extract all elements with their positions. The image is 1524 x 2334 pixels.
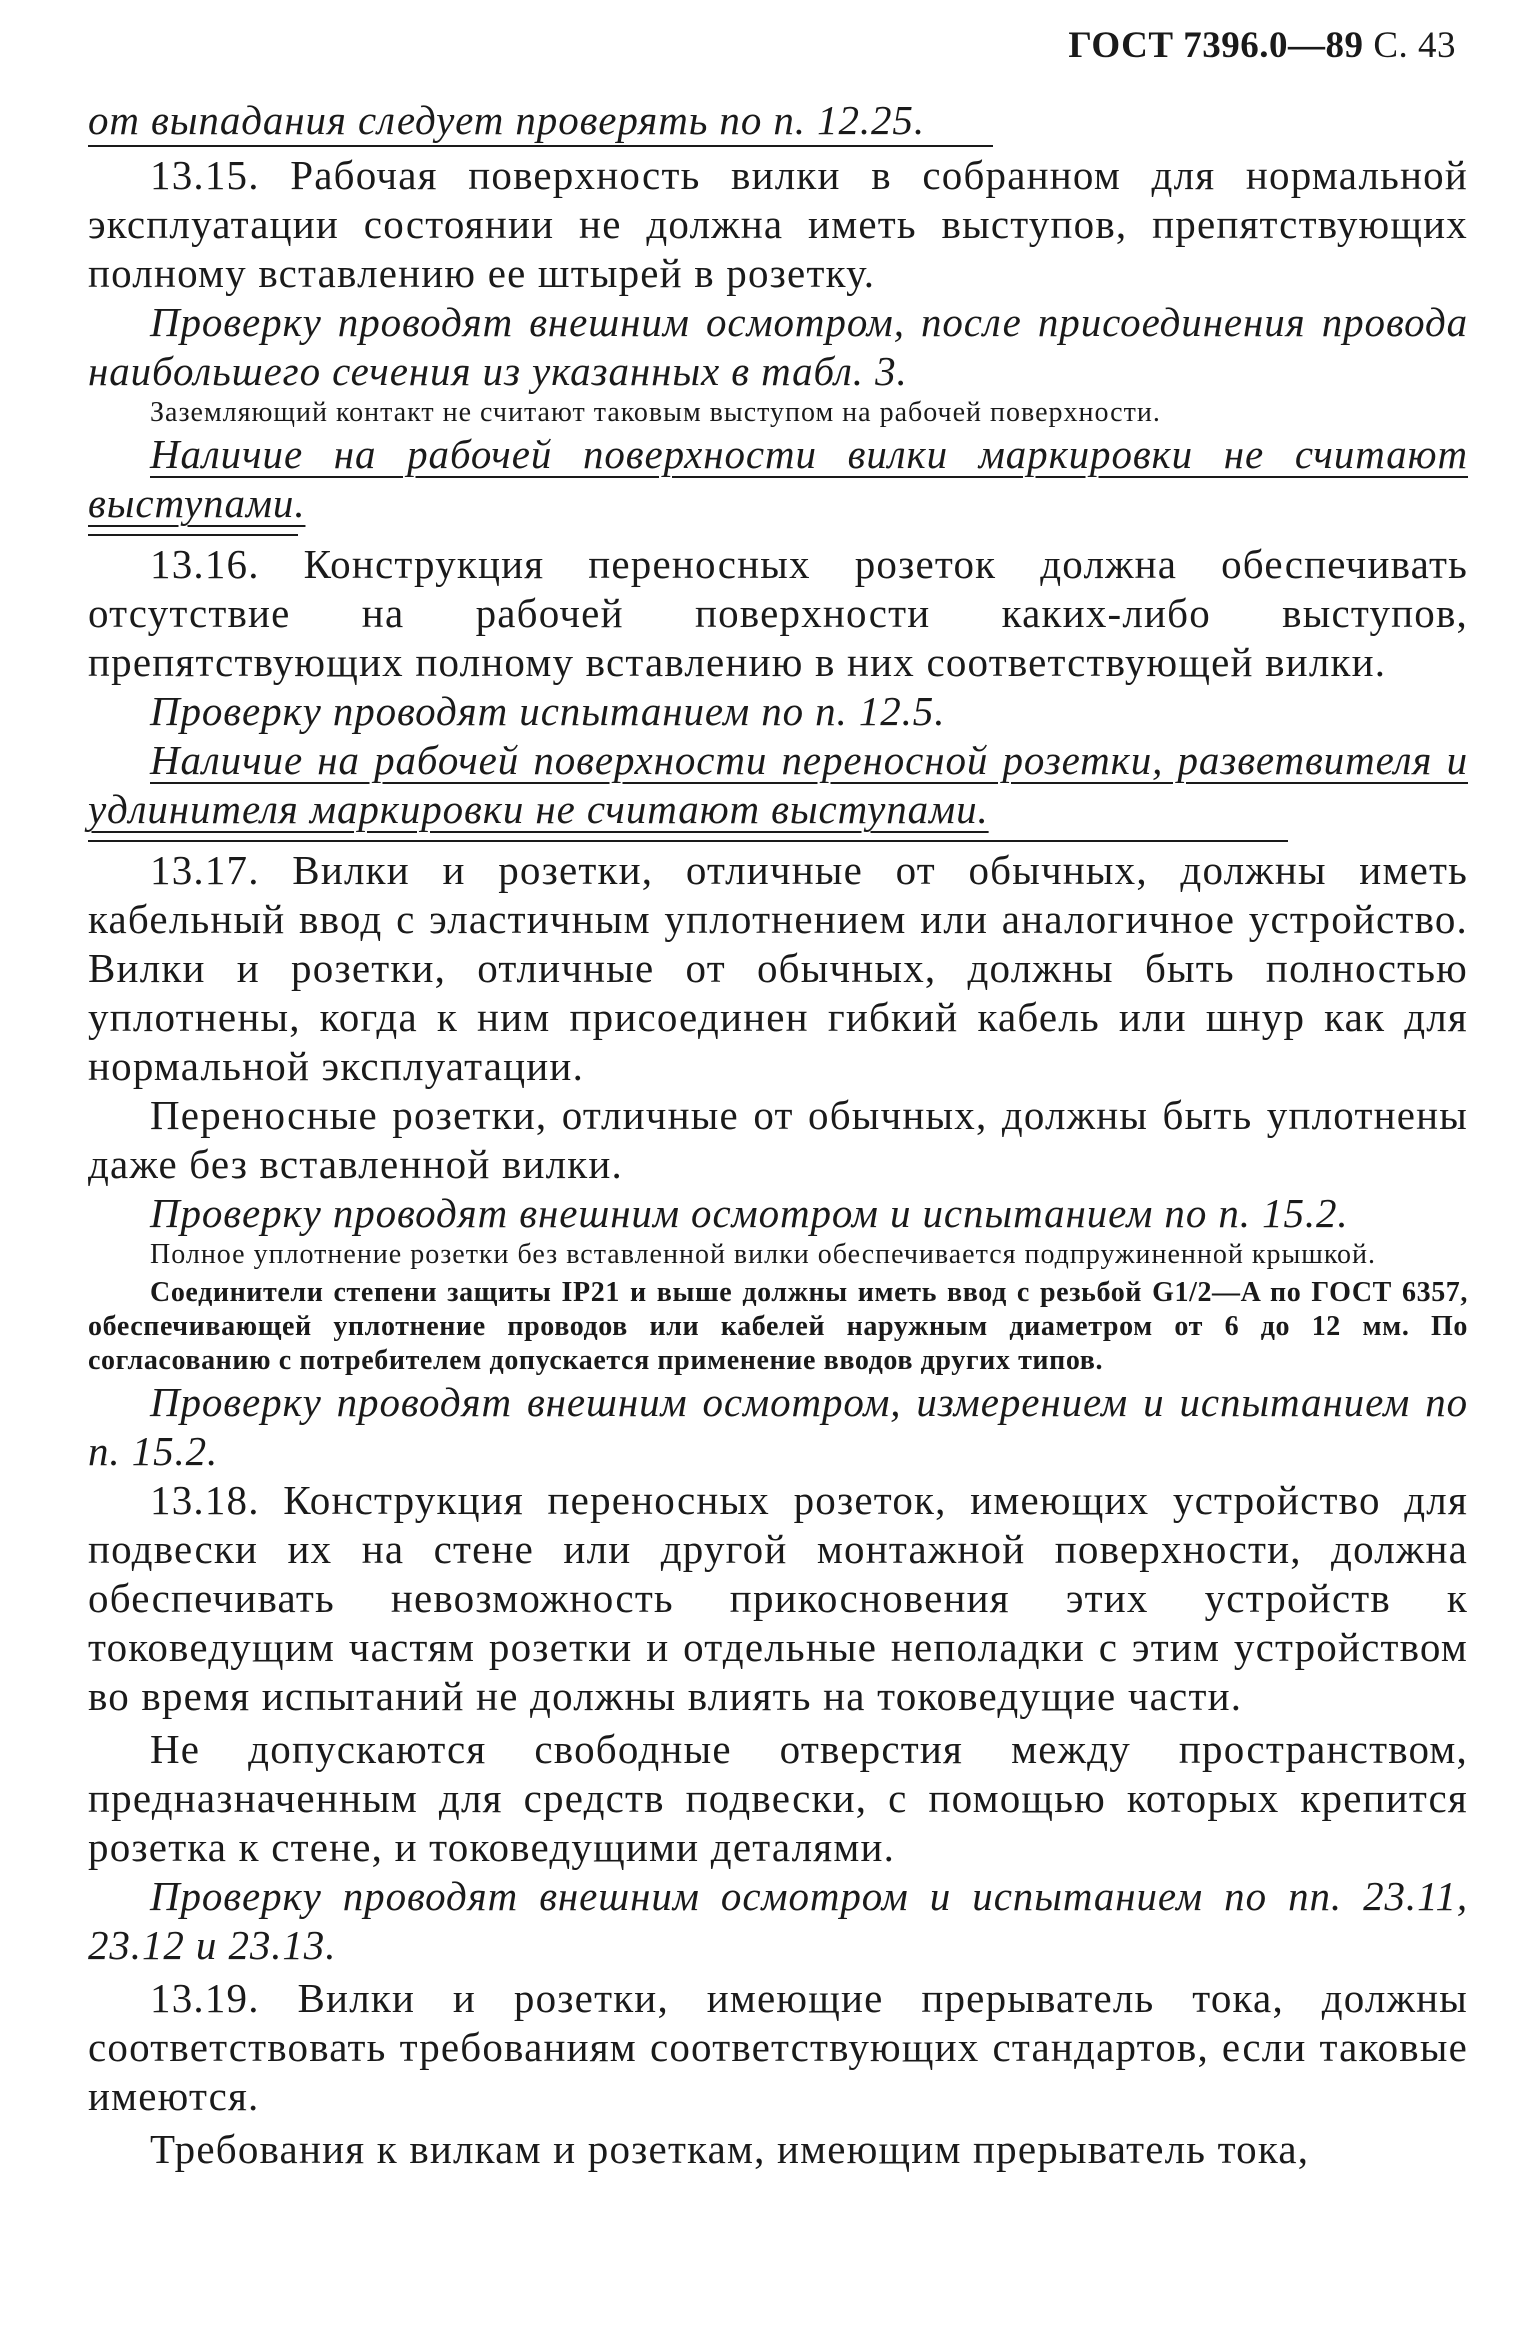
revision-rule bbox=[88, 840, 1288, 842]
continuation-line: от выпадания следует проверять по п. 12.25. bbox=[88, 97, 925, 143]
revision-rule bbox=[88, 145, 993, 147]
clause-13-16-marking: Наличие на рабочей поверхности переносной розетки, разветвителя и удлинителя маркировки не считают выступами. bbox=[88, 737, 1468, 832]
clause-13-15-marking: Наличие на рабочей поверхности вилки маркировки не считают выступами. bbox=[88, 431, 1468, 526]
clause-13-17: 13.17. Вилки и розетки, отличные от обычных, должны иметь кабельный ввод с эластичным уплотнением или аналогичное устройство. Вилки и розетки, отличные от обычных, должны быть полностью уплотнены, когда к ним присоединен гибкий кабель или шнур как для нормальной эксплуатации. bbox=[88, 847, 1468, 1089]
page-content bbox=[88, 96, 1468, 2174]
clause-13-18-openings: Не допускаются свободные отверстия между пространством, предназначенным для средств подвески, с помощью которых крепится розетка к стене, и токоведущими деталями. bbox=[88, 1726, 1468, 1870]
clause-13-15-note: Заземляющий контакт не считают таковым выступом на рабочей поверхности. bbox=[150, 397, 1161, 428]
standard-number: ГОСТ 7396.0—89 bbox=[1068, 25, 1364, 66]
clause-13-17-check: Проверку проводят внешним осмотром и испытанием по п. 15.2. bbox=[150, 1190, 1349, 1236]
clause-13-17-check-2: Проверку проводят внешним осмотром, измерением и испытанием по п. 15.2. bbox=[88, 1379, 1468, 1474]
clause-13-17-portable: Переносные розетки, отличные от обычных, должны быть уплотнены даже без вставленной вилки. bbox=[88, 1092, 1468, 1187]
clause-13-16-check: Проверку проводят испытанием по п. 12.5. bbox=[150, 688, 946, 734]
clause-13-17-amendment: Соединители степени защиты IP21 и выше должны иметь ввод с резьбой G1/2—A по ГОСТ 6357, обеспечивающей уплотнение проводов или кабелей наружным диаметром от 6 до 12 мм. По согласованию с потребителем допускается применение вводов других типов. bbox=[88, 1277, 1468, 1376]
page-number: С. 43 bbox=[1373, 25, 1456, 66]
clause-13-18-check: Проверку проводят внешним осмотром и испытанием по пп. 23.11, 23.12 и 23.13. bbox=[88, 1873, 1468, 1968]
clause-13-17-note: Полное уплотнение розетки без вставленной вилки обеспечивается подпружиненной крышкой. bbox=[150, 1239, 1377, 1270]
clause-13-15: 13.15. Рабочая поверхность вилки в собранном для нормальной эксплуатации состоянии не должна иметь выступов, препятствующих полному вставлению ее штырей в розетку. bbox=[88, 152, 1468, 296]
page-header bbox=[1068, 24, 1456, 67]
clause-13-19-requirements: Требования к вилкам и розеткам, имеющим прерыватель тока, bbox=[150, 2126, 1310, 2172]
clause-13-19: 13.19. Вилки и розетки, имеющие прерыватель тока, должны соответствовать требованиям соответствующих стандартов, если таковые имеются. bbox=[88, 1975, 1468, 2119]
revision-rule bbox=[88, 534, 298, 536]
clause-13-16: 13.16. Конструкция переносных розеток должна обеспечивать отсутствие на рабочей поверхности каких-либо выступов, препятствующих полному вставлению в них соответствующей вилки. bbox=[88, 541, 1468, 685]
clause-13-18: 13.18. Конструкция переносных розеток, имеющих устройство для подвески их на стене или другой монтажной поверхности, должна обеспечивать невозможность прикосновения этих устройств к токоведущим частям розетки и отдельные неполадки с этим устройством во время испытаний не должны влиять на токоведущие части. bbox=[88, 1477, 1468, 1719]
clause-13-15-check: Проверку проводят внешним осмотром, после присоединения провода наибольшего сечения из указанных в табл. 3. bbox=[88, 299, 1468, 394]
